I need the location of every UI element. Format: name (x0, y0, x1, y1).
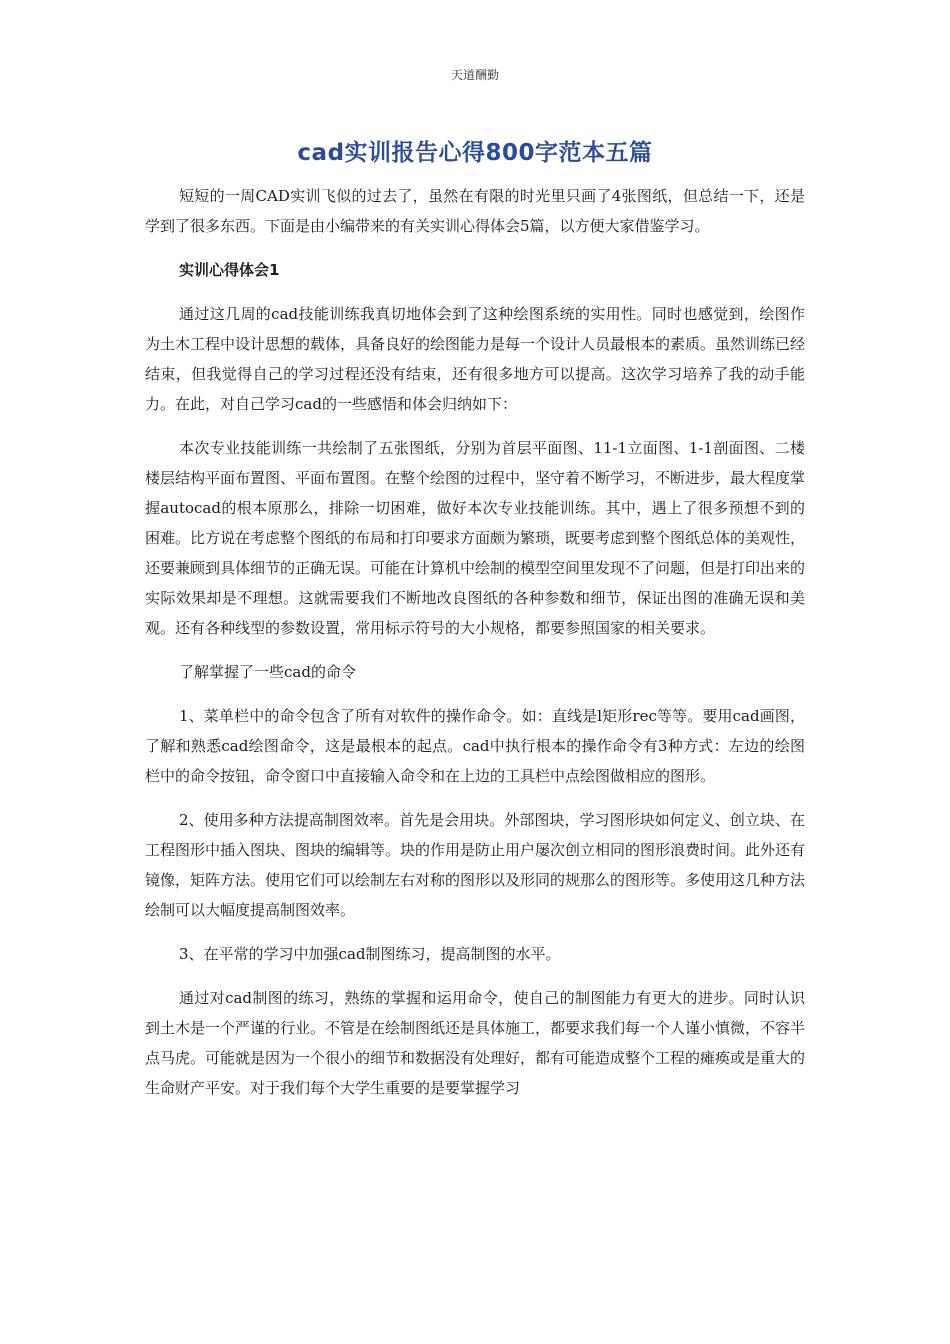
body-paragraph-6: 3、在平常的学习中加强cad制图练习，提高制图的水平。 (179, 945, 561, 963)
body-paragraph-3: 了解掌握了一些cad的命令 (179, 663, 356, 681)
intro-paragraph: 短短的一周CAD实训飞似的过去了，虽然在有限的时光里只画了4张图纸，但总结一下，还是学到了很多东西。下面是由小编带来的有关实训心得体会5篇，以方便大家借鉴学习。 (145, 187, 805, 235)
body-paragraph-4: 1、菜单栏中的命令包含了所有对软件的操作命令。如：直线是l矩形rec等等。要用cad画图，了解和熟悉cad绘图命令，这是最根本的起点。cad中执行根本的操作命令有3种方式：左边的绘图栏中的命令按钮，命令窗口中直接输入命令和在上边的工具栏中点绘图做相应的图形。 (145, 707, 805, 785)
body-paragraph-2: 本次专业技能训练一共绘制了五张图纸，分别为首层平面图、11-1立面图、1-1剖面图、二楼楼层结构平面布置图、平面布置图。在整个绘图的过程中，坚守着不断学习，不断进步，最大程度掌握autocad的根本原那么，排除一切困难，做好本次专业技能训练。其中，遇上了很多预想不到的困难。比方说在考虑整个图纸的布局和打印要求方面颇为繁琐，既要考虑到整个图纸总体的美观性，还要兼顾到具体细节的正确无误。可能在计算机中绘制的模型空间里发现不了问题，但是打印出来的实际效果却是不理想。这就需要我们不断地改良图纸的各种参数和细节，保证出图的准确无误和美观。还有各种线型的参数设置，常用标示符号的大小规格，都要参照国家的相关要求。 (145, 439, 806, 637)
document-body (145, 181, 805, 1117)
body-paragraph-7: 通过对cad制图的练习，熟练的掌握和运用命令，使自己的制图能力有更大的进步。同时认识到土木是一个严谨的行业。不管是在绘制图纸还是具体施工，都要求我们每一个人谨小慎微，不容半点马虎。可能就是因为一个很小的细节和数据没有处理好，都有可能造成整个工程的瘫痪或是重大的生命财产平安。对于我们每个大学生重要的是要掌握学习 (145, 989, 806, 1097)
body-paragraph-5: 2、使用多种方法提高制图效率。首先是会用块。外部图块，学习图形块如何定义、创立块、在工程图形中插入图块、图块的编辑等。块的作用是防止用户屡次创立相同的图形浪费时间。此外还有镜像，矩阵方法。使用它们可以绘制左右对称的图形以及形同的规那么的图形等。多使用这几种方法绘制可以大幅度提高制图效率。 (145, 811, 806, 919)
body-paragraph-1: 通过这几周的cad技能训练我真切地体会到了这种绘图系统的实用性。同时也感觉到，绘图作为土木工程中设计思想的载体，具备良好的绘图能力是每一个设计人员最根本的素质。虽然训练已经结束，但我觉得自己的学习过程还没有结束，还有很多地方可以提高。这次学习培养了我的动手能力。在此，对自己学习cad的一些感悟和体会归纳如下： (145, 305, 806, 413)
section-heading: 实训心得体会1 (179, 261, 280, 279)
document-title: cad实训报告心得800字范本五篇 (297, 140, 653, 166)
page-header: 天道酬勤 (450, 68, 499, 82)
